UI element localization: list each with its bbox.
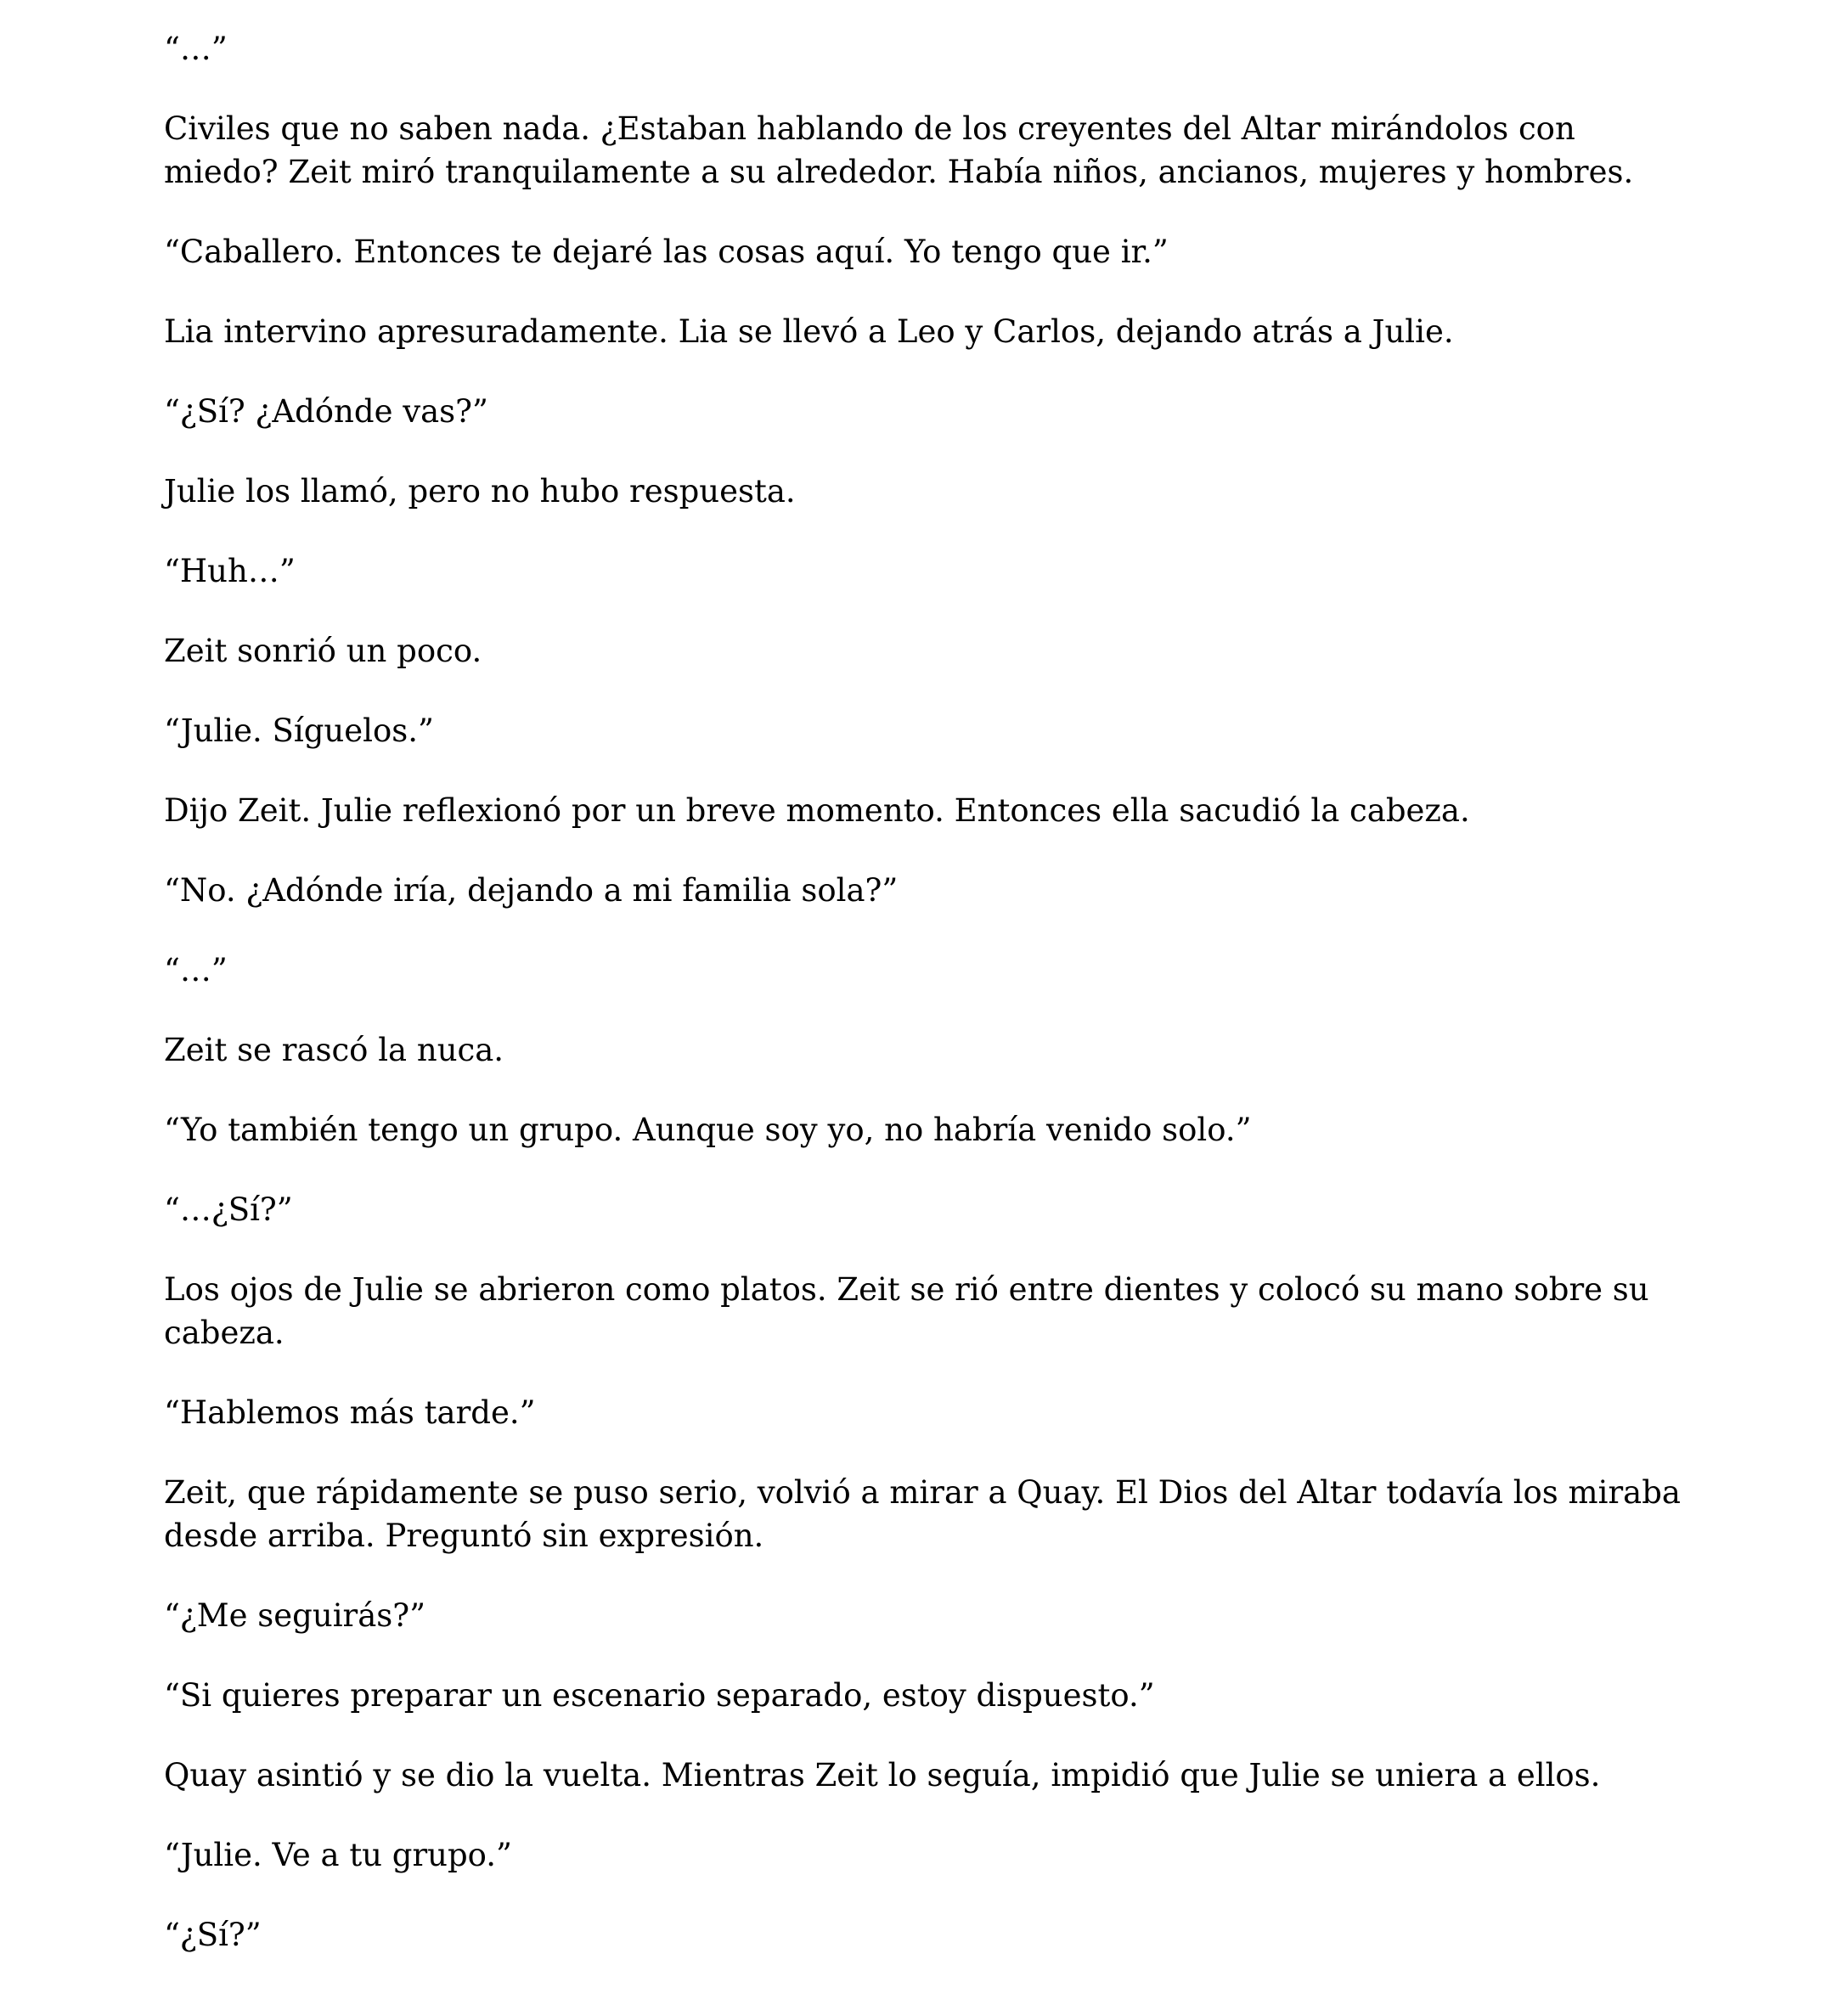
paragraph: Los ojos de Julie se abrieron como platos. Zeit se rió entre dientes y colocó su mano sobre su cabeza. — [164, 1271, 1649, 1351]
paragraph: Zeit, que rápidamente se puso serio, volvió a mirar a Quay. El Dios del Altar todavía los miraba desde arriba. Preguntó sin expresión. — [164, 1474, 1681, 1554]
paragraph: Zeit sonrió un poco. — [164, 633, 482, 669]
paragraph: Julie los llamó, pero no hubo respuesta. — [164, 473, 796, 510]
paragraph: “…” — [164, 31, 228, 67]
paragraph: Civiles que no saben nada. ¿Estaban hablando de los creyentes del Altar mirándolos con miedo? Zeit miró tranquilamente a su alrededor. Había niños, ancianos, mujeres y hombres. — [164, 110, 1634, 190]
paragraph: “Julie. Síguelos.” — [164, 712, 434, 749]
paragraph: “Huh…” — [164, 553, 296, 589]
paragraph: Zeit se rascó la nuca. — [164, 1032, 504, 1068]
paragraph: “Julie. Ve a tu grupo.” — [164, 1837, 512, 1873]
paragraph: “…¿Sí?” — [164, 1191, 293, 1228]
paragraph: Lia intervino apresuradamente. Lia se llevó a Leo y Carlos, dejando atrás a Julie. — [164, 313, 1454, 350]
paragraph: Quay asintió y se dio la vuelta. Mientras Zeit lo seguía, impidió que Julie se uniera a ellos. — [164, 1757, 1601, 1793]
paragraph: Dijo Zeit. Julie reflexionó por un breve momento. Entonces ella sacudió la cabeza. — [164, 792, 1470, 829]
paragraph: “¿Sí? ¿Adónde vas?” — [164, 393, 488, 430]
paragraph: “Caballero. Entonces te dejaré las cosas aquí. Yo tengo que ir.” — [164, 234, 1169, 270]
paragraph: “Hablemos más tarde.” — [164, 1394, 536, 1431]
paragraph: “…” — [164, 952, 228, 988]
document-body — [164, 27, 1693, 1993]
paragraph: “Si quieres preparar un escenario separado, estoy dispuesto.” — [164, 1677, 1155, 1714]
paragraph: “¿Me seguirás?” — [164, 1597, 426, 1634]
paragraph: “Yo también tengo un grupo. Aunque soy yo, no habría venido solo.” — [164, 1112, 1252, 1148]
paragraph: “¿Sí?” — [164, 1917, 262, 1953]
paragraph: “No. ¿Adónde iría, dejando a mi familia sola?” — [164, 872, 899, 909]
